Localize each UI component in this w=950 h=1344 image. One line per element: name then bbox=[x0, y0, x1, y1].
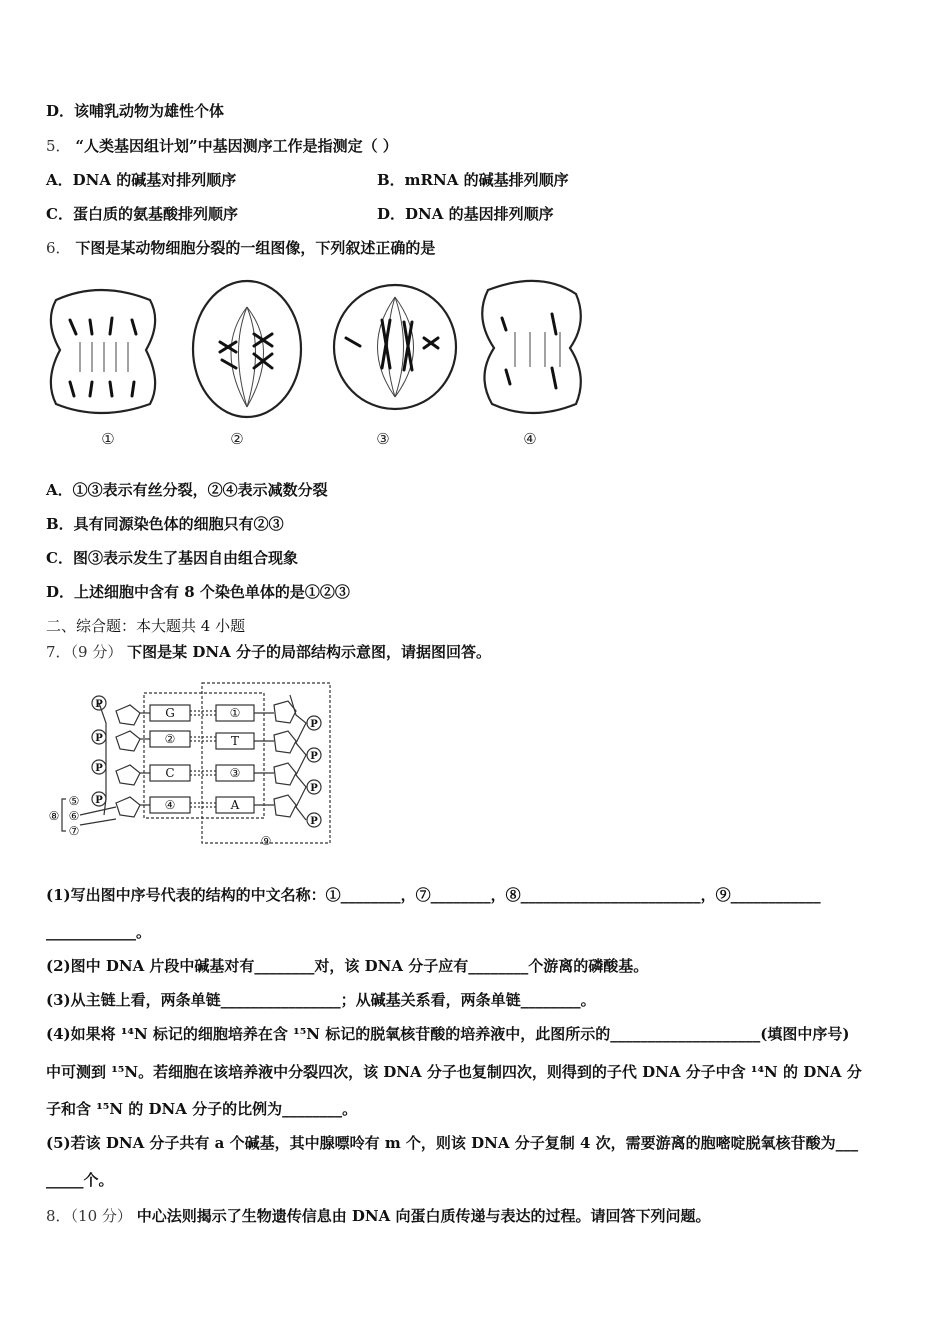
right-base-1: ① bbox=[229, 706, 241, 720]
q8-stem bbox=[46, 1206, 711, 1226]
side-label-5: ⑤ bbox=[68, 794, 80, 808]
phosphate-label: P bbox=[95, 795, 103, 806]
right-base-4: A bbox=[230, 798, 240, 812]
cell-division-figure bbox=[40, 272, 600, 452]
q7-part2: (2)图中 DNA 片段中碱基对有________对，该 DNA 分子应有________个游离的磷酸基。 bbox=[46, 957, 649, 975]
q7-number: 7．（9 分） bbox=[46, 643, 123, 661]
fig-label-1: ① bbox=[101, 430, 115, 448]
left-base-2: ② bbox=[164, 732, 176, 746]
q6-option-d: D．上述细胞中含有 8 个染色单体的是①②③ bbox=[46, 583, 350, 601]
phosphate-label: P bbox=[310, 719, 318, 730]
q6-stem bbox=[46, 238, 435, 258]
q7-part4-line3: 子和含 ¹⁵N 的 DNA 分子的比例为________。 bbox=[46, 1100, 358, 1118]
fig-label-4: ④ bbox=[523, 430, 537, 448]
q7-part4-line1: (4)如果将 ¹⁴N 标记的细胞培养在含 ¹⁵N 标记的脱氧核苷酸的培养液中，此图所示的____________________(填图中序号) bbox=[46, 1025, 850, 1043]
q5-option-a: A．DNA 的碱基对排列顺序 bbox=[46, 171, 237, 189]
q8-stem-text: 中心法则揭示了生物遗传信息由 DNA 向蛋白质传递与表达的过程。请回答下列问题。 bbox=[136, 1207, 711, 1225]
q6-option-a: A．①③表示有丝分裂，②④表示减数分裂 bbox=[46, 481, 328, 499]
q7-stem bbox=[46, 642, 491, 662]
q7-part1-line2: ____________。 bbox=[46, 923, 152, 941]
side-label-7: ⑦ bbox=[68, 824, 80, 838]
right-base-2: T bbox=[230, 734, 240, 748]
section-2-heading: 二、综合题：本大题共 4 小题 bbox=[46, 617, 246, 635]
q7-part4-line2: 中可测到 ¹⁵N。若细胞在该培养液中分裂四次，该 DNA 分子也复制四次，则得到的子代 DNA 分子中含 ¹⁴N 的 DNA 分 bbox=[46, 1063, 862, 1081]
q5-stem-text: “人类基因组计划”中基因测序工作是指测定（ ） bbox=[75, 137, 398, 155]
q6-number: 6． bbox=[46, 239, 71, 257]
bottom-label-9: ⑨ bbox=[260, 834, 272, 848]
phosphate-label: P bbox=[310, 751, 318, 762]
q7-part3: (3)从主链上看，两条单链________________；从碱基关系看，两条单链________。 bbox=[46, 991, 596, 1009]
phosphate-label: P bbox=[310, 783, 318, 794]
q7-stem-text: 下图是某 DNA 分子的局部结构示意图，请据图回答。 bbox=[127, 643, 491, 661]
phosphate-label: P bbox=[95, 733, 103, 744]
left-base-4: ④ bbox=[164, 798, 176, 812]
side-label-6: ⑥ bbox=[68, 809, 80, 823]
q5-stem bbox=[46, 136, 398, 156]
bracket-label-8: ⑧ bbox=[48, 809, 60, 823]
phosphate-label: P bbox=[95, 763, 103, 774]
fig-label-3: ③ bbox=[376, 430, 390, 448]
q7-part5-line1: (5)若该 DNA 分子共有 a 个碱基，其中腺嘌呤有 m 个，则该 DNA 分子复制 4 次，需要游离的胞嘧啶脱氧核苷酸为___ bbox=[46, 1134, 859, 1152]
q4-option-d: D．该哺乳动物为雄性个体 bbox=[46, 102, 225, 120]
right-base-3: ③ bbox=[229, 766, 241, 780]
dna-structure-diagram bbox=[44, 675, 334, 850]
q5-option-b: B．mRNA 的碱基排列顺序 bbox=[377, 171, 569, 189]
q6-option-b: B．具有同源染色体的细胞只有②③ bbox=[46, 515, 284, 533]
phosphate-label: P bbox=[310, 816, 318, 827]
q5-option-d: D．DNA 的基因排列顺序 bbox=[377, 205, 554, 223]
q7-part1-line1: (1)写出图中序号代表的结构的中文名称：①________，⑦________，⑧________________________，⑨____________ bbox=[46, 886, 821, 904]
q8-number: 8．（10 分） bbox=[46, 1207, 132, 1225]
left-base-1: G bbox=[165, 706, 175, 720]
fig-label-2: ② bbox=[230, 430, 244, 448]
q5-option-c: C．蛋白质的氨基酸排列顺序 bbox=[46, 205, 238, 223]
phosphate-label: P bbox=[95, 699, 103, 710]
q6-option-c: C．图③表示发生了基因自由组合现象 bbox=[46, 549, 298, 567]
q7-part5-line2: _____个。 bbox=[46, 1171, 114, 1189]
left-base-3: C bbox=[165, 766, 175, 780]
q5-number: 5． bbox=[46, 137, 71, 155]
q6-stem-text: 下图是某动物细胞分裂的一组图像，下列叙述正确的是 bbox=[75, 239, 436, 257]
